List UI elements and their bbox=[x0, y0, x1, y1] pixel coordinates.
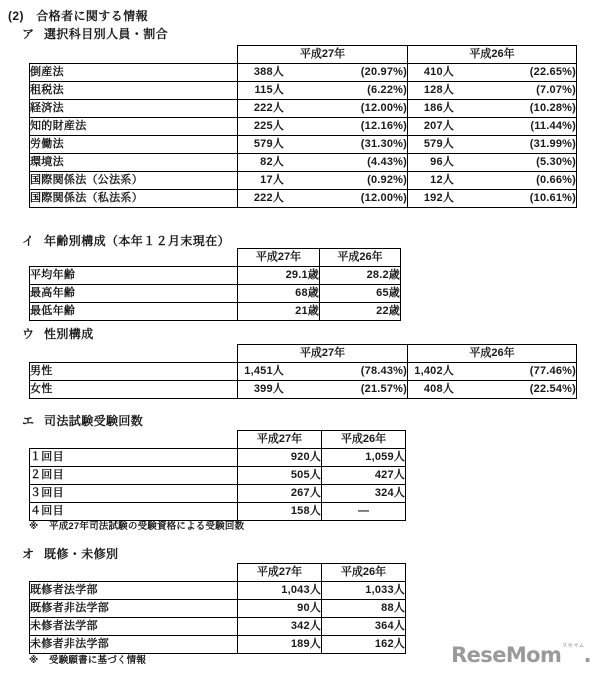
table-row bbox=[30, 100, 577, 118]
value-h26-pct: (31.99%) bbox=[529, 138, 576, 150]
value-h27: 29.1歳 bbox=[238, 267, 320, 285]
table-cell bbox=[238, 82, 408, 100]
table-body bbox=[30, 64, 577, 208]
table-cell bbox=[408, 64, 577, 82]
page-title: (2) 合格者に関する情報 bbox=[8, 9, 148, 23]
table-header-row bbox=[30, 249, 401, 267]
column-header-h26: 平成26年 bbox=[320, 249, 401, 267]
table-row bbox=[30, 154, 577, 172]
value-h26: 364人 bbox=[322, 618, 406, 636]
corner-cell bbox=[30, 249, 238, 267]
watermark-ruby: リセマム bbox=[562, 643, 585, 649]
row-label: 既修者非法学部 bbox=[30, 600, 238, 618]
note-text: 平成27年司法試験の受験資格による受験回数 bbox=[49, 521, 245, 532]
corner-cell bbox=[30, 564, 238, 582]
table-age-composition bbox=[29, 248, 401, 321]
table-cell bbox=[238, 363, 408, 381]
watermark-text: ReseMom bbox=[451, 643, 562, 667]
corner-cell bbox=[30, 46, 238, 64]
table-row bbox=[30, 485, 406, 503]
value-h26: 324人 bbox=[322, 485, 406, 503]
value-h27: 158人 bbox=[238, 503, 322, 521]
table-row bbox=[30, 618, 406, 636]
table-row bbox=[30, 381, 577, 399]
table-row bbox=[30, 467, 406, 485]
value-h27-count: 388人 bbox=[253, 66, 284, 78]
value-h27-count: 82人 bbox=[260, 156, 284, 168]
value-h26-pct: (22.65%) bbox=[529, 66, 576, 78]
row-label: 最低年齢 bbox=[30, 303, 238, 321]
table-cell bbox=[408, 118, 577, 136]
value-h26-count: 410人 bbox=[423, 66, 454, 78]
row-label: 国際関係法（公法系） bbox=[30, 172, 238, 190]
value-h27-pct: (21.57%) bbox=[360, 383, 407, 395]
value-h26-count: 12人 bbox=[430, 174, 454, 186]
table-cell bbox=[238, 190, 408, 208]
value-h26: — bbox=[322, 503, 406, 521]
value-h27-count: 222人 bbox=[253, 102, 284, 114]
row-label: 既修者法学部 bbox=[30, 582, 238, 600]
table-elective-subjects bbox=[29, 45, 577, 208]
row-label: ２回目 bbox=[30, 467, 238, 485]
column-header-h27: 平成27年 bbox=[238, 564, 322, 582]
table-cell bbox=[238, 381, 408, 399]
table-cell bbox=[408, 154, 577, 172]
table-cell bbox=[238, 100, 408, 118]
table-row bbox=[30, 303, 401, 321]
value-h27-pct: (31.30%) bbox=[360, 138, 407, 150]
row-label: 未修者非法学部 bbox=[30, 636, 238, 654]
table-row bbox=[30, 363, 577, 381]
value-h27-pct: (12.00%) bbox=[360, 192, 407, 204]
value-h27: 342人 bbox=[238, 618, 322, 636]
table-header-row bbox=[30, 345, 577, 363]
section-title-u: 性別構成 bbox=[44, 327, 94, 341]
watermark-dot: . bbox=[583, 643, 591, 667]
footnote-kishu-mishu bbox=[29, 652, 146, 666]
section-marker-e: エ bbox=[22, 414, 35, 428]
value-h26-count: 128人 bbox=[423, 84, 454, 96]
value-h27-pct: (20.97%) bbox=[360, 66, 407, 78]
value-h26-pct: (10.28%) bbox=[529, 102, 576, 114]
table-row bbox=[30, 190, 577, 208]
value-h27: 90人 bbox=[238, 600, 322, 618]
value-h26-pct: (7.07%) bbox=[536, 84, 576, 96]
row-label: 租税法 bbox=[30, 82, 238, 100]
table-row bbox=[30, 118, 577, 136]
value-h27-pct: (6.22%) bbox=[367, 84, 407, 96]
value-h26-count: 192人 bbox=[423, 192, 454, 204]
value-h26-pct: (5.30%) bbox=[536, 156, 576, 168]
table-row bbox=[30, 285, 401, 303]
value-h27-count: 17人 bbox=[260, 174, 284, 186]
table-cell bbox=[408, 136, 577, 154]
section-title-o: 既修・未修別 bbox=[44, 547, 119, 561]
table-cell bbox=[408, 381, 577, 399]
value-h27-pct: (12.16%) bbox=[360, 120, 407, 132]
column-header-h26: 平成26年 bbox=[322, 431, 406, 449]
row-label: 国際関係法（私法系） bbox=[30, 190, 238, 208]
value-h26-pct: (11.44%) bbox=[530, 120, 576, 132]
row-label: ４回目 bbox=[30, 503, 238, 521]
table-cell bbox=[408, 100, 577, 118]
section-heading-o bbox=[22, 545, 118, 562]
value-h27: 1,043人 bbox=[238, 582, 322, 600]
value-h27-pct: (12.00%) bbox=[360, 102, 407, 114]
section-marker-u: ウ bbox=[22, 327, 35, 341]
table-gender-composition bbox=[29, 344, 577, 399]
value-h26-pct: (22.54%) bbox=[529, 383, 576, 395]
table-header-row bbox=[30, 431, 406, 449]
corner-cell bbox=[30, 431, 238, 449]
row-label: ３回目 bbox=[30, 485, 238, 503]
value-h26-count: 1,402人 bbox=[414, 365, 454, 377]
value-h27: 267人 bbox=[238, 485, 322, 503]
value-h27-count: 115人 bbox=[254, 84, 284, 96]
table-row bbox=[30, 636, 406, 654]
value-h27-pct: (4.43%) bbox=[367, 156, 407, 168]
table-row bbox=[30, 64, 577, 82]
table-row bbox=[30, 600, 406, 618]
table-cell bbox=[238, 154, 408, 172]
value-h27-count: 579人 bbox=[253, 138, 284, 150]
value-h27-count: 399人 bbox=[253, 383, 284, 395]
table-cell bbox=[408, 363, 577, 381]
table-row bbox=[30, 172, 577, 190]
value-h26-pct: (10.61%) bbox=[529, 192, 576, 204]
table-row bbox=[30, 136, 577, 154]
table-row bbox=[30, 267, 401, 285]
value-h27: 920人 bbox=[238, 449, 322, 467]
value-h26: 427人 bbox=[322, 467, 406, 485]
column-header-h27: 平成27年 bbox=[238, 431, 322, 449]
column-header-h26: 平成26年 bbox=[322, 564, 406, 582]
table-body bbox=[30, 363, 577, 399]
table-cell bbox=[408, 172, 577, 190]
value-h27-count: 225人 bbox=[253, 120, 284, 132]
table-cell bbox=[238, 64, 408, 82]
value-h27-pct: (0.92%) bbox=[367, 174, 407, 186]
section-heading-i bbox=[22, 232, 230, 249]
value-h26: 22歳 bbox=[320, 303, 401, 321]
section-title-a: 選択科目別人員・割合 bbox=[44, 27, 169, 41]
column-header-h27: 平成27年 bbox=[238, 46, 408, 64]
row-label: 経済法 bbox=[30, 100, 238, 118]
value-h26-count: 186人 bbox=[423, 102, 454, 114]
row-label: 最高年齢 bbox=[30, 285, 238, 303]
value-h26-count: 207人 bbox=[423, 120, 454, 132]
table-kishu-mishu bbox=[29, 563, 406, 654]
value-h27: 68歳 bbox=[238, 285, 320, 303]
value-h26-pct: (77.46%) bbox=[529, 365, 576, 377]
column-header-h26: 平成26年 bbox=[408, 345, 577, 363]
row-label: 女性 bbox=[30, 381, 238, 399]
value-h27-count: 222人 bbox=[253, 192, 284, 204]
column-header-h26: 平成26年 bbox=[408, 46, 577, 64]
table-header-row bbox=[30, 564, 406, 582]
section-marker-a: ア bbox=[22, 27, 35, 41]
section-marker-i: イ bbox=[22, 234, 35, 248]
value-h27: 21歳 bbox=[238, 303, 320, 321]
row-label: 未修者法学部 bbox=[30, 618, 238, 636]
value-h26-count: 96人 bbox=[430, 156, 454, 168]
value-h27: 189人 bbox=[238, 636, 322, 654]
row-label: 知的財産法 bbox=[30, 118, 238, 136]
section-heading-a bbox=[22, 25, 168, 42]
section-heading-u bbox=[22, 325, 94, 342]
note-marker: ※ bbox=[29, 655, 39, 666]
value-h26-count: 579人 bbox=[423, 138, 454, 150]
section-heading-e bbox=[22, 412, 143, 429]
footnote-exam-attempts bbox=[29, 518, 244, 532]
value-h26-count: 408人 bbox=[423, 383, 454, 395]
note-text: 受験願書に基づく情報 bbox=[49, 655, 147, 666]
row-label: 倒産法 bbox=[30, 64, 238, 82]
corner-cell bbox=[30, 345, 238, 363]
table-exam-attempts bbox=[29, 430, 406, 521]
value-h27-pct: (78.43%) bbox=[360, 365, 407, 377]
table-body bbox=[30, 449, 406, 521]
table-body bbox=[30, 582, 406, 654]
table-row bbox=[30, 449, 406, 467]
section-title-i: 年齢別構成（本年１２月末現在） bbox=[44, 234, 231, 248]
table-cell bbox=[408, 82, 577, 100]
row-label: 労働法 bbox=[30, 136, 238, 154]
value-h26: 65歳 bbox=[320, 285, 401, 303]
table-cell bbox=[238, 118, 408, 136]
row-label: 平均年齢 bbox=[30, 267, 238, 285]
value-h26: 162人 bbox=[322, 636, 406, 654]
row-label: １回目 bbox=[30, 449, 238, 467]
value-h26: 1,033人 bbox=[322, 582, 406, 600]
column-header-h27: 平成27年 bbox=[238, 345, 408, 363]
note-marker: ※ bbox=[29, 521, 39, 532]
column-header-h27: 平成27年 bbox=[238, 249, 320, 267]
table-cell bbox=[238, 136, 408, 154]
row-label: 男性 bbox=[30, 363, 238, 381]
row-label: 環境法 bbox=[30, 154, 238, 172]
resemom-watermark bbox=[451, 643, 591, 667]
value-h27-count: 1,451人 bbox=[244, 365, 284, 377]
section-title-e: 司法試験受験回数 bbox=[44, 414, 144, 428]
table-row bbox=[30, 82, 577, 100]
section-marker-o: オ bbox=[22, 547, 35, 561]
table-header-row bbox=[30, 46, 577, 64]
value-h26: 1,059人 bbox=[322, 449, 406, 467]
table-body bbox=[30, 267, 401, 321]
value-h27: 505人 bbox=[238, 467, 322, 485]
value-h26: 28.2歳 bbox=[320, 267, 401, 285]
value-h26: 88人 bbox=[322, 600, 406, 618]
table-cell bbox=[238, 172, 408, 190]
table-cell bbox=[408, 190, 577, 208]
value-h26-pct: (0.66%) bbox=[536, 174, 576, 186]
table-row bbox=[30, 582, 406, 600]
